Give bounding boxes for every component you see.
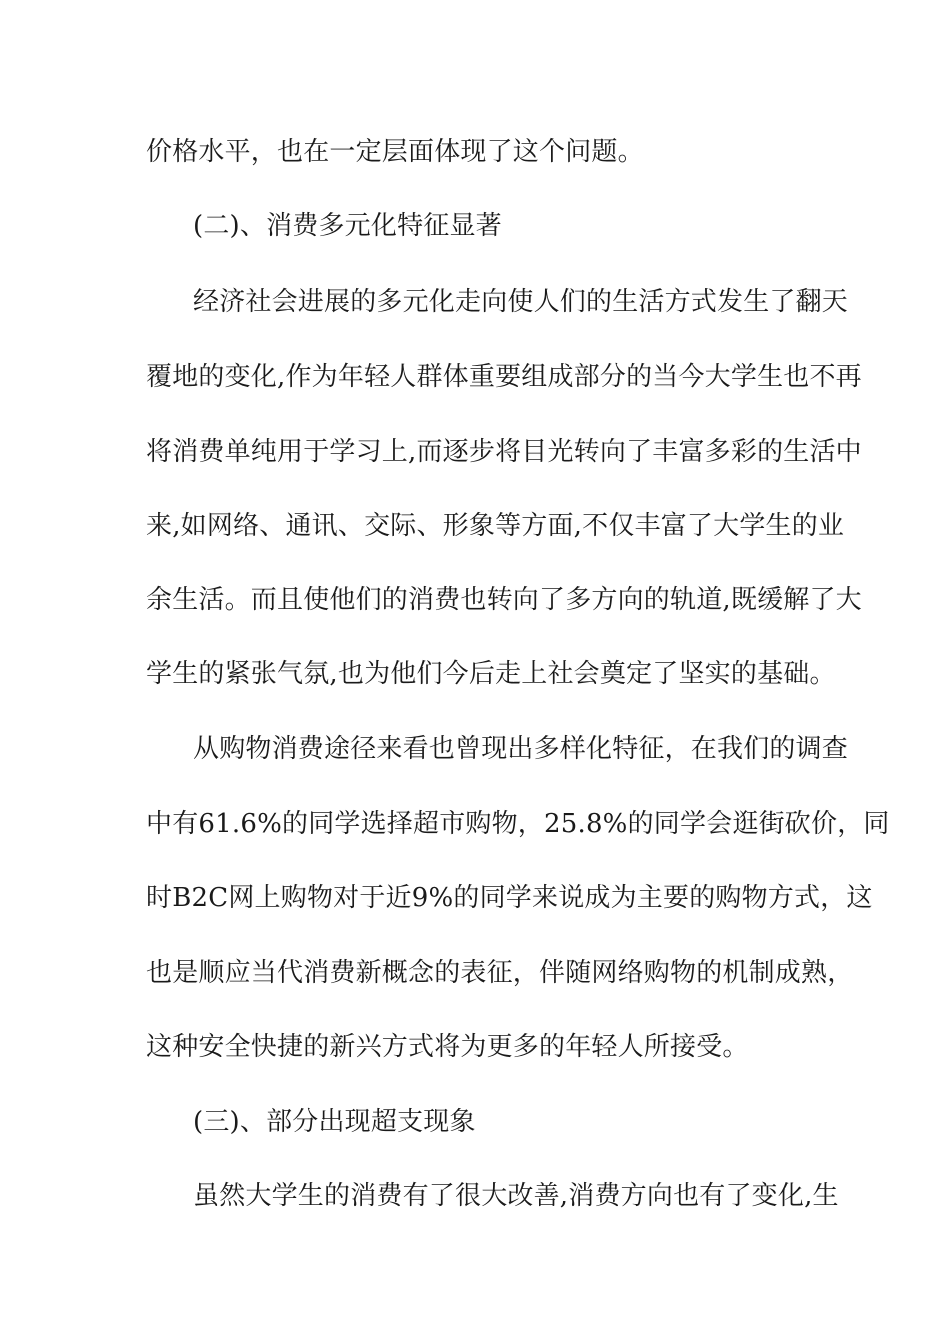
text-line: 余生活。而且使他们的消费也转向了多方向的轨道,既缓解了大 — [146, 585, 862, 615]
text-line: 从购物消费途径来看也曾现出多样化特征，在我们的调查 — [193, 734, 849, 764]
text-line: 覆地的变化,作为年轻人群体重要组成部分的当今大学生也不再 — [146, 362, 862, 392]
section-heading: (二)、消费多元化特征显著 — [193, 211, 502, 241]
text-line: 将消费单纯用于学习上,而逐步将目光转向了丰富多彩的生活中 — [146, 437, 862, 467]
text-line: 来,如网络、通讯、交际、形象等方面,不仅丰富了大学生的业 — [146, 511, 845, 541]
section-heading: (三)、部分出现超支现象 — [193, 1107, 476, 1137]
text-line: 中有61.6%的同学选择超市购物，25.8%的同学会逛街砍价，同 — [146, 809, 890, 839]
text-line: 时B2C网上购物对于近9%的同学来说成为主要的购物方式，这 — [146, 883, 873, 913]
text-line: 学生的紧张气氛,也为他们今后走上社会奠定了坚实的基础。 — [146, 659, 836, 689]
text-line: 虽然大学生的消费有了很大改善,消费方向也有了变化,生 — [193, 1181, 839, 1211]
text-line: 价格水平，也在一定层面体现了这个问题。 — [146, 137, 644, 167]
text-line: 这种安全快捷的新兴方式将为更多的年轻人所接受。 — [146, 1032, 749, 1062]
text-line: 经济社会进展的多元化走向使人们的生活方式发生了翻天 — [193, 287, 849, 317]
text-line: 也是顺应当代消费新概念的表征，伴随网络购物的机制成熟， — [146, 958, 854, 988]
